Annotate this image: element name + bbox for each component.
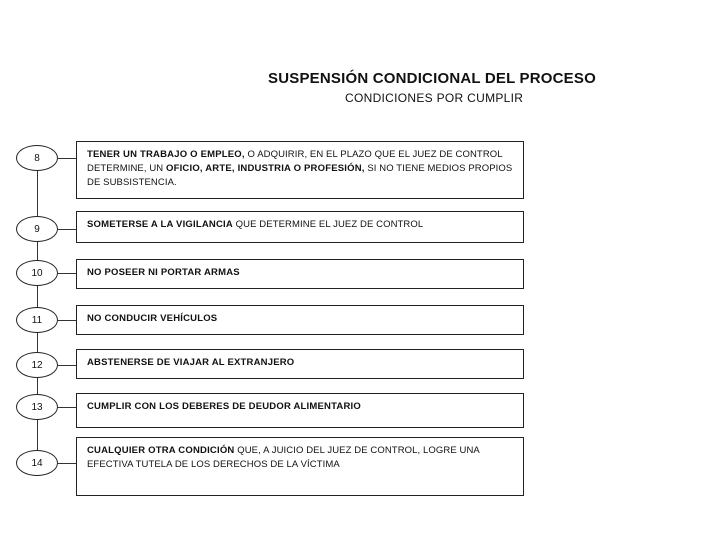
condition-bold-text: TENER UN TRABAJO O EMPLEO, [87, 149, 245, 160]
step-connector [58, 365, 76, 366]
step-connector [58, 407, 76, 408]
condition-box [76, 211, 524, 243]
step-number-circle: 14 [16, 450, 58, 476]
condition-bold-text: SOMETERSE A LA VIGILANCIA [87, 219, 233, 230]
step-connector [58, 158, 76, 159]
condition-box [76, 349, 524, 379]
condition-text: QUE, A JUICIO DEL JUEZ DE CONTROL, LOGRE UNA EFECTIVA TUTELA DE LOS DERECHOS DE LA VÍCTIMA [87, 445, 480, 470]
condition-text: SI NO TIENE MEDIOS PROPIOS DE SUBSISTENCIA. [87, 163, 513, 188]
step-number-circle: 13 [16, 394, 58, 420]
condition-bold-text: OFICIO, ARTE, INDUSTRIA O PROFESIÓN, [166, 163, 365, 174]
condition-box [76, 437, 524, 496]
step-connector [58, 463, 76, 464]
condition-bold-text: CUMPLIR CON LOS DEBERES DE DEUDOR ALIMENTARIO [87, 401, 361, 412]
step-number-circle: 10 [16, 260, 58, 286]
condition-bold-text: CUALQUIER OTRA CONDICIÓN [87, 445, 235, 456]
condition-box [76, 305, 524, 335]
step-number-circle: 8 [16, 145, 58, 171]
step-connector [58, 273, 76, 274]
condition-box [76, 141, 524, 199]
condition-box [76, 259, 524, 289]
page-subtitle: CONDICIONES POR CUMPLIR [345, 91, 524, 105]
condition-bold-text: NO POSEER NI PORTAR ARMAS [87, 267, 240, 278]
step-number-circle: 11 [16, 307, 58, 333]
condition-text: QUE DETERMINE EL JUEZ DE CONTROL [232, 219, 424, 230]
step-connector [58, 320, 76, 321]
step-number-circle: 12 [16, 352, 58, 378]
condition-bold-text: NO CONDUCIR VEHÍCULOS [87, 313, 218, 324]
condition-box [76, 393, 524, 428]
page-title: SUSPENSIÓN CONDICIONAL DEL PROCESO [268, 70, 596, 87]
step-number-circle: 9 [16, 216, 58, 242]
condition-text: O ADQUIRIR, EN EL PLAZO QUE EL JUEZ DE CONTROL DETERMINE, UN [87, 149, 503, 174]
condition-bold-text: ABSTENERSE DE VIAJAR AL EXTRANJERO [87, 357, 295, 368]
step-connector [58, 229, 76, 230]
